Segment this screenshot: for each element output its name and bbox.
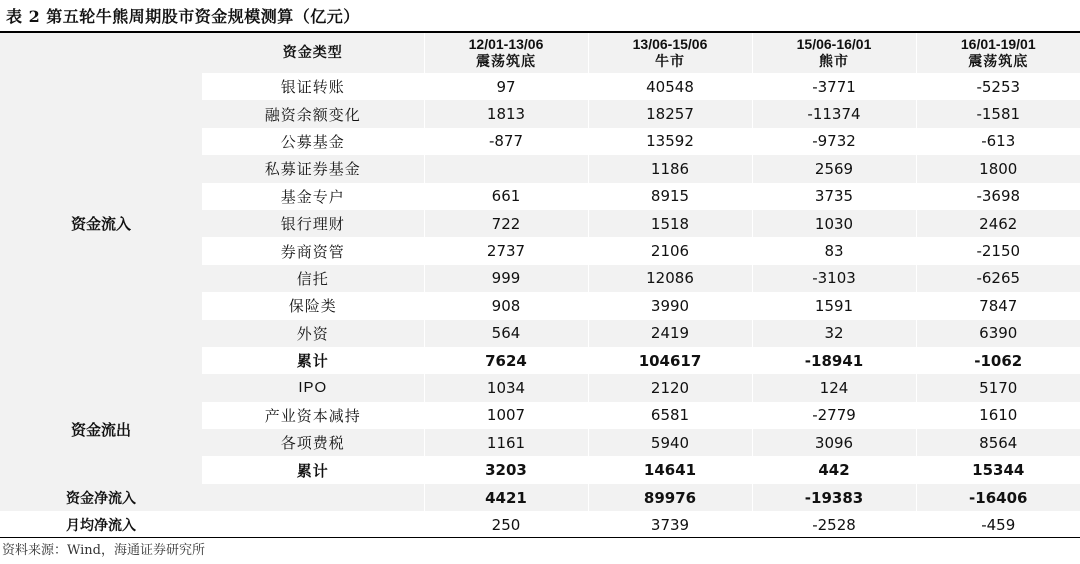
value-cell: 1800	[916, 155, 1080, 182]
row-label: 私募证券基金	[202, 155, 424, 182]
value-cell: 5170	[916, 374, 1080, 401]
period-range: 16/01-19/01	[960, 36, 1036, 52]
value-cell: 3739	[588, 511, 752, 538]
period-phase: 牛市	[655, 54, 685, 70]
value-cell: 1007	[424, 402, 588, 429]
net-row	[0, 484, 1080, 511]
header-period-2	[588, 33, 752, 73]
value-cell: -11374	[752, 100, 916, 127]
monthly-row	[0, 511, 1080, 538]
value-cell: 661	[424, 183, 588, 210]
value-cell: 4421	[424, 484, 588, 511]
value-cell: -6265	[916, 265, 1080, 292]
value-cell: 1518	[588, 210, 752, 237]
value-cell: -613	[916, 128, 1080, 155]
value-cell: -877	[424, 128, 588, 155]
row-label: 银证转账	[280, 78, 345, 97]
value-cell: -3698	[916, 183, 1080, 210]
row-label: 券商资管	[280, 242, 345, 261]
header-corner	[0, 33, 202, 73]
value-cell: 14641	[588, 456, 752, 483]
value-cell: 104617	[588, 347, 752, 374]
total-label: 累计	[296, 352, 329, 371]
row-label: 保险类	[288, 297, 337, 316]
value-cell: -19383	[752, 484, 916, 511]
value-cell: -18941	[752, 347, 916, 374]
value-cell: -459	[916, 511, 1080, 538]
row-label: 公募基金	[280, 132, 345, 151]
value-cell: 3203	[424, 456, 588, 483]
value-cell: 6390	[916, 320, 1080, 347]
value-cell: 5940	[588, 429, 752, 456]
value-cell: 7847	[916, 292, 1080, 319]
period-range: 15/06-16/01	[796, 36, 872, 52]
value-cell: 83	[752, 237, 916, 264]
value-cell: 908	[424, 292, 588, 319]
value-cell: 89976	[588, 484, 752, 511]
value-cell: 18257	[588, 100, 752, 127]
value-cell: 442	[752, 456, 916, 483]
table-row	[0, 73, 1080, 100]
period-phase: 震荡筑底	[476, 54, 536, 70]
row-label: IPO	[202, 374, 424, 401]
value-cell: 3990	[588, 292, 752, 319]
value-cell: 3735	[752, 183, 916, 210]
value-cell: 1161	[424, 429, 588, 456]
value-cell	[424, 155, 588, 182]
value-cell: -2779	[752, 402, 916, 429]
value-cell: 7624	[424, 347, 588, 374]
value-cell: 6581	[588, 402, 752, 429]
row-label: 外资	[202, 320, 424, 347]
value-cell: 1030	[752, 210, 916, 237]
value-cell: 250	[424, 511, 588, 538]
value-cell: -1581	[916, 100, 1080, 127]
value-cell: 13592	[588, 128, 752, 155]
value-cell: 32	[752, 320, 916, 347]
value-cell: 12086	[588, 265, 752, 292]
monthly-label: 月均净流入	[66, 517, 136, 534]
blank-cell	[202, 511, 424, 538]
total-label: 累计	[296, 461, 329, 480]
value-cell: 2462	[916, 210, 1080, 237]
net-label: 资金净流入	[0, 484, 202, 511]
header-row	[0, 33, 1080, 73]
value-cell: 1813	[424, 100, 588, 127]
value-cell: -3103	[752, 265, 916, 292]
value-cell: 124	[752, 374, 916, 401]
value-cell: 3096	[752, 429, 916, 456]
value-cell: 8564	[916, 429, 1080, 456]
row-label: 产业资本减持	[264, 406, 361, 425]
value-cell: 1034	[424, 374, 588, 401]
inflow-group-label: 资金流入	[0, 73, 202, 374]
row-label: 信托	[202, 265, 424, 292]
value-cell: 1186	[588, 155, 752, 182]
header-type-label: 资金类型	[202, 33, 424, 73]
value-cell: 1591	[752, 292, 916, 319]
value-cell: 999	[424, 265, 588, 292]
value-cell: -1062	[916, 347, 1080, 374]
bottom-rule	[0, 537, 1080, 538]
value-cell: -2528	[752, 511, 916, 538]
table-title: 表 2 第五轮牛熊周期股市资金规模测算（亿元）	[6, 7, 360, 26]
value-cell: -5253	[916, 73, 1080, 100]
value-cell: 1610	[916, 402, 1080, 429]
value-cell: -2150	[916, 237, 1080, 264]
value-cell: 2106	[588, 237, 752, 264]
value-cell: 8915	[588, 183, 752, 210]
source-note: 资料来源：Wind，海通证券研究所	[2, 543, 205, 558]
value-cell: 40548	[588, 73, 752, 100]
period-range: 13/06-15/06	[632, 36, 708, 52]
header-period-4	[916, 33, 1080, 73]
row-label: 各项费税	[202, 429, 424, 456]
value-cell: -3771	[752, 73, 916, 100]
header-period-1	[424, 33, 588, 73]
row-label: 银行理财	[202, 210, 424, 237]
fund-flow-table	[0, 33, 1080, 539]
value-cell: 2419	[588, 320, 752, 347]
outflow-group-label: 资金流出	[0, 374, 202, 484]
period-phase: 震荡筑底	[968, 54, 1029, 70]
period-phase: 熊市	[819, 54, 849, 70]
period-range: 12/01-13/06	[468, 36, 544, 52]
value-cell: 2569	[752, 155, 916, 182]
header-period-3	[752, 33, 916, 73]
blank-cell	[202, 484, 424, 511]
value-cell: 15344	[916, 456, 1080, 483]
row-label: 基金专户	[280, 187, 345, 206]
value-cell: -9732	[752, 128, 916, 155]
value-cell: 97	[424, 73, 588, 100]
row-label: 融资余额变化	[202, 100, 424, 127]
table-row	[0, 374, 1080, 401]
value-cell: 564	[424, 320, 588, 347]
value-cell: -16406	[916, 484, 1080, 511]
value-cell: 2120	[588, 374, 752, 401]
value-cell: 2737	[424, 237, 588, 264]
value-cell: 722	[424, 210, 588, 237]
